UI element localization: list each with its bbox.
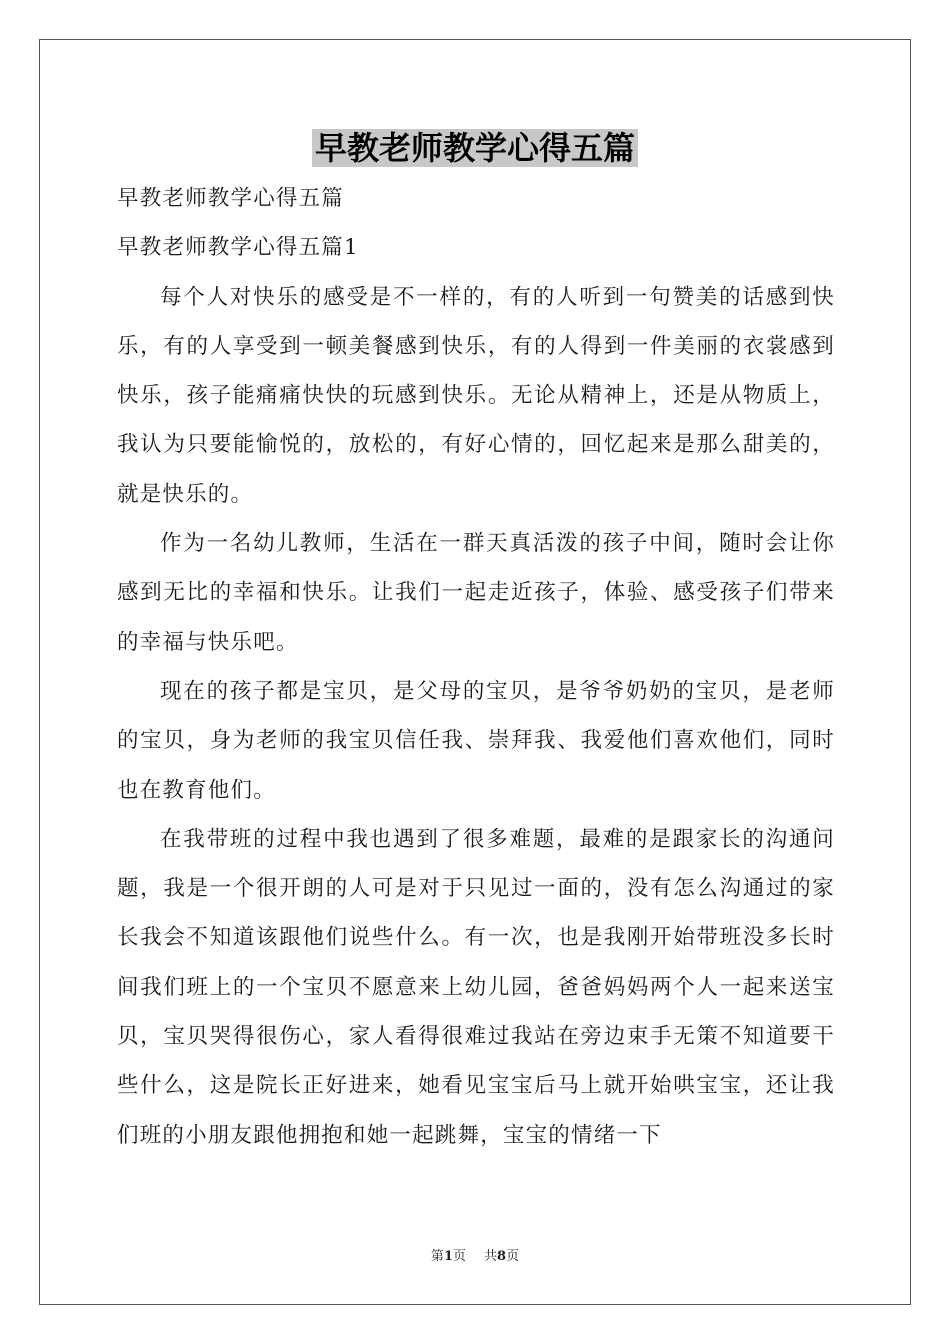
subtitle: 早教老师教学心得五篇 <box>117 186 345 211</box>
page-current: 1 <box>443 1249 453 1264</box>
section-heading: 早教老师教学心得五篇1 <box>117 235 359 261</box>
paragraph: 在我带班的过程中我也遇到了很多难题，最难的是跟家长的沟通问题，我是一个很开朗的人可是对于只见过一面的，没有怎么沟通过的家长我会不知道该跟他们说些什么。有一次，也是我刚开始带班没多长时间我们班上的一个宝贝不愿意来上幼儿园，爸爸妈妈两个人一起来送宝贝，宝贝哭得很伤心，家人看得很难过我站在旁边束手无策不知道要干些什么，这是院长正好进来，她看见宝宝后马上就开始哄宝宝，还让我们班的小朋友跟他拥抱和她一起跳舞，宝宝的情绪一下 <box>117 826 835 1148</box>
page-total: 8 <box>497 1249 507 1264</box>
total-suffix: 页 <box>506 1249 520 1264</box>
page-suffix: 页 <box>452 1249 466 1264</box>
paragraph: 每个人对快乐的感受是不一样的，有的人听到一句赞美的话感到快乐，有的人享受到一顿美餐感到快乐，有的人得到一件美丽的衣裳感到快乐，孩子能痛痛快快的玩感到快乐。无论从精神上，还是从物质上，我认为只要能愉悦的，放松的，有好心情的，回忆起来是那么甜美的，就是快乐的。 <box>117 284 835 507</box>
paragraph: 作为一名幼儿教师，生活在一群天真活泼的孩子中间，随时会让你感到无比的幸福和快乐。让我们一起走近孩子，体验、感受孩子们带来的幸福与快乐吧。 <box>117 531 835 655</box>
total-prefix: 共 <box>484 1249 498 1264</box>
title-text: 早教老师教学心得五篇 <box>312 129 638 167</box>
document-body <box>117 174 835 1160</box>
page-footer <box>0 1245 950 1264</box>
page-prefix: 第 <box>430 1249 444 1264</box>
paragraph: 现在的孩子都是宝贝，是父母的宝贝，是爷爷奶奶的宝贝，是老师的宝贝，身为老师的我宝贝信任我、崇拜我、我爱他们喜欢他们，同时也在教育他们。 <box>117 678 835 803</box>
document-title <box>0 125 950 171</box>
